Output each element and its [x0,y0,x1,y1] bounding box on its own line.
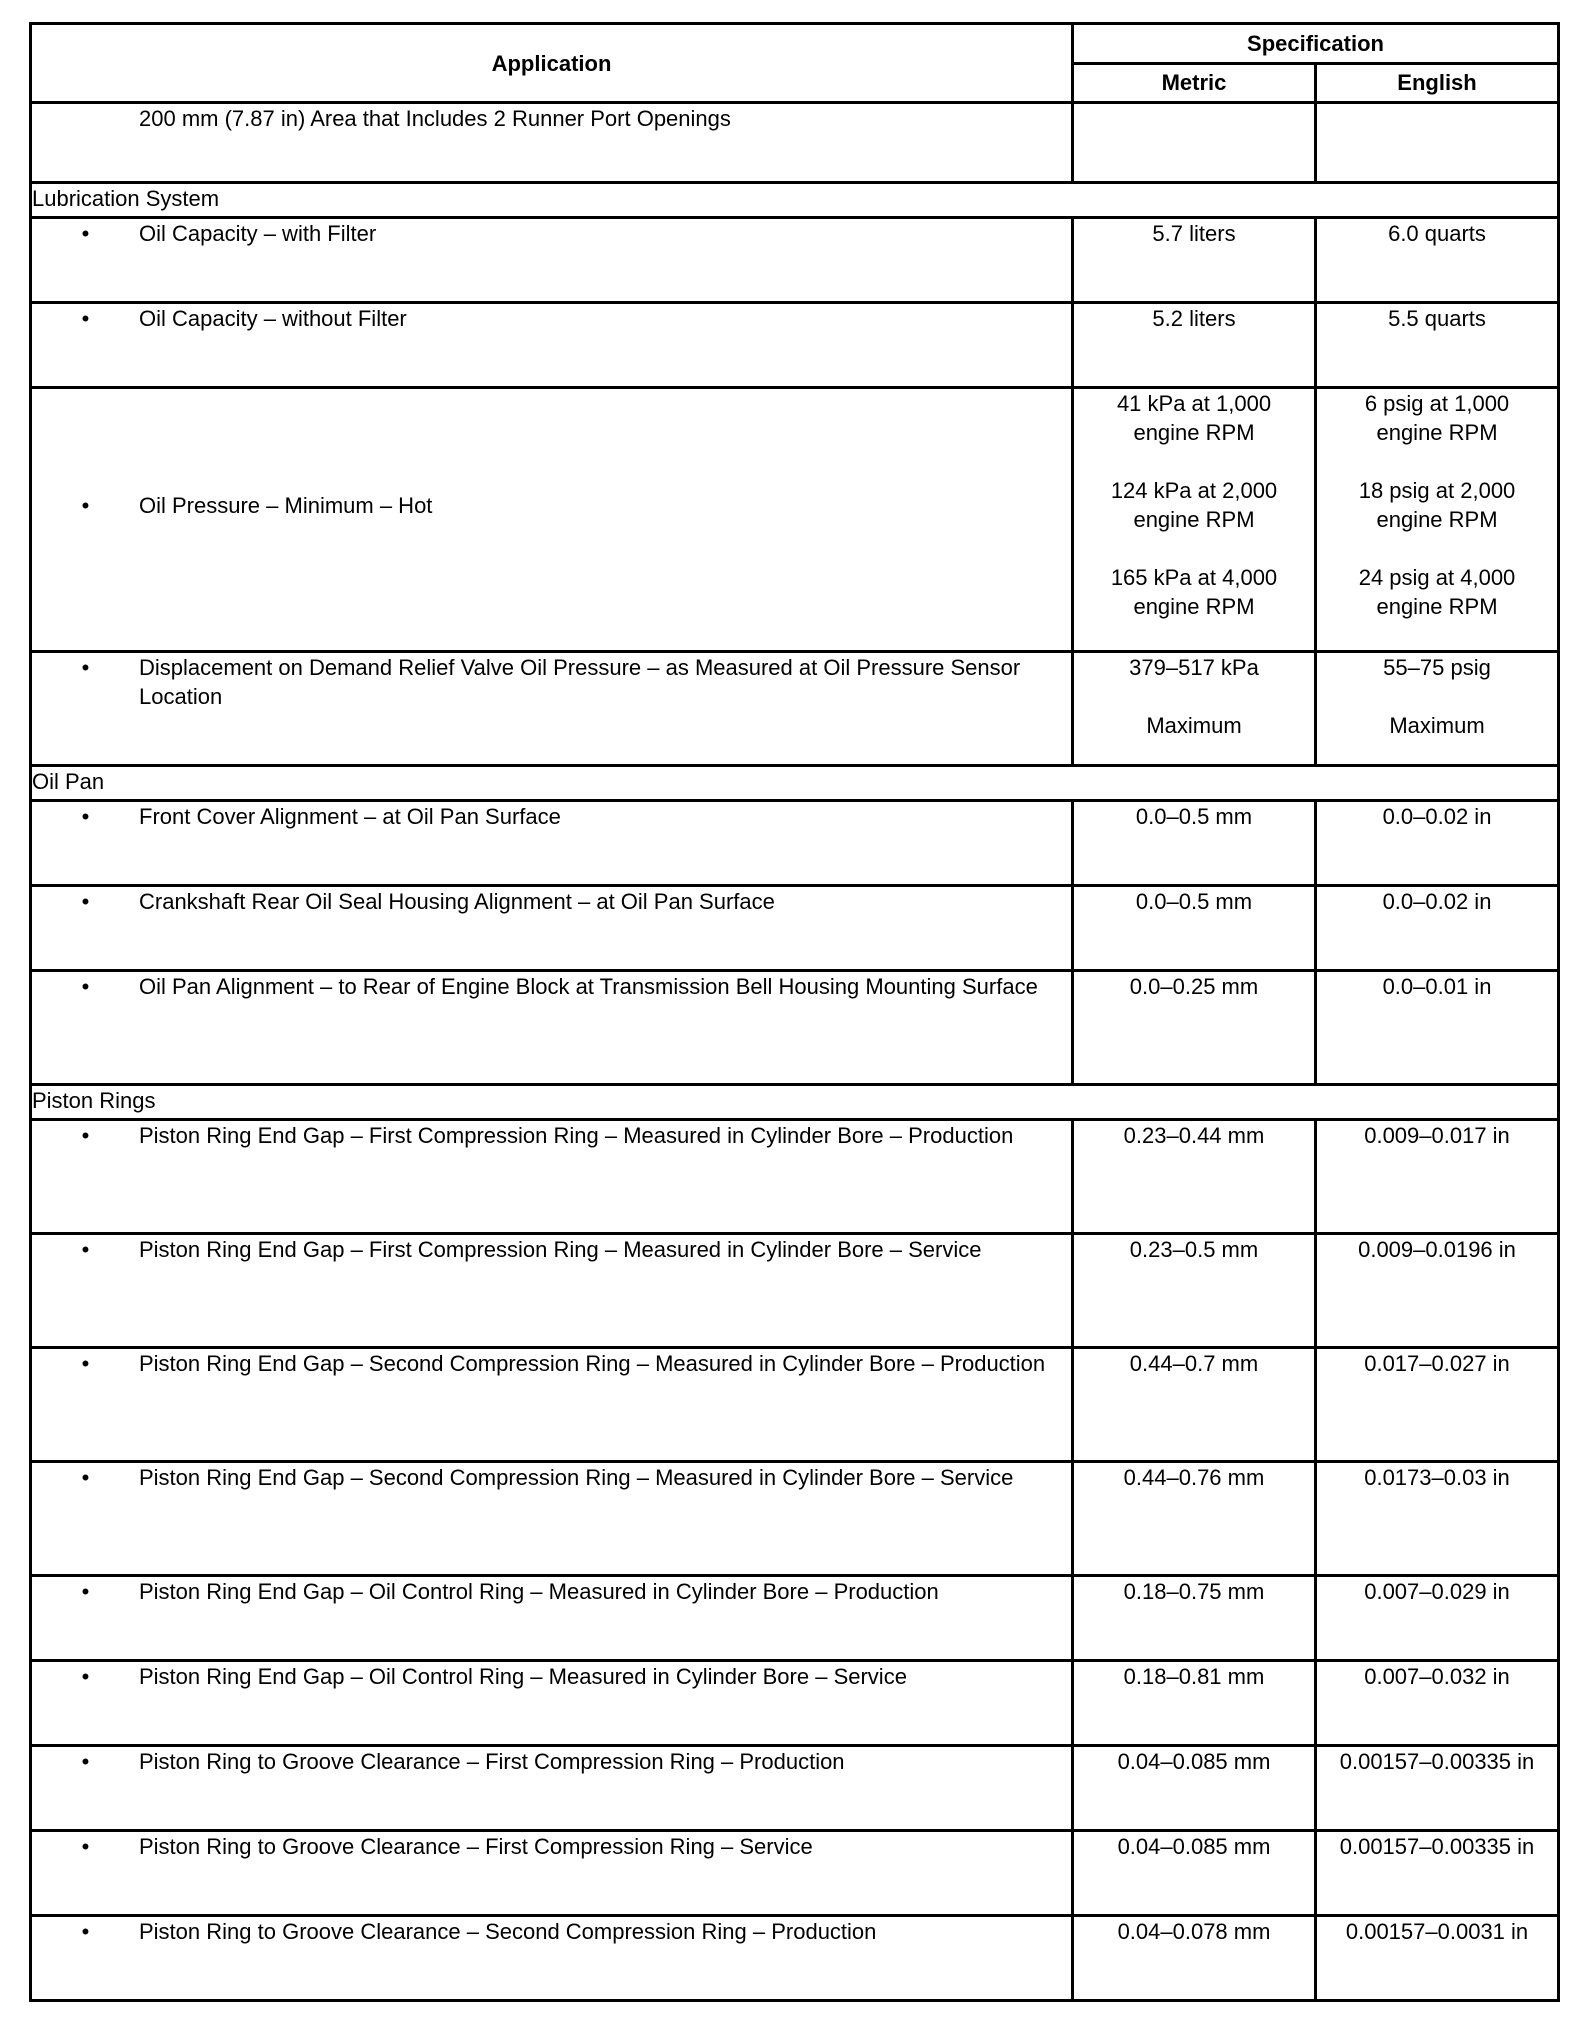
bullet: • [81,1237,90,1262]
metric-value: 165 kPa at 4,000 engine RPM [1110,565,1278,619]
application-text: Piston Ring to Groove Clearance – First Compression Ring – Service [139,1834,813,1859]
english-cell: 0.009–0.017 in [1316,1120,1559,1234]
application-text: Oil Capacity – without Filter [139,306,407,331]
english-value: 6 psig at 1,000 engine RPM [1364,391,1510,445]
bullet: • [81,1123,90,1148]
application-text: Oil Pan Alignment – to Rear of Engine Block at Transmission Bell Housing Mounting Surface [139,974,1038,999]
table-row [31,103,1559,183]
english-cell: 5.5 quarts [1316,303,1559,388]
english-cell: 0.0173–0.03 in [1316,1462,1559,1576]
english-cell [1316,103,1559,183]
table-row [31,652,1559,766]
english-cell: 0.017–0.027 in [1316,1348,1559,1462]
application-text: 200 mm (7.87 in) Area that Includes 2 Runner Port Openings [139,106,731,131]
table-row [31,303,1559,388]
metric-cell: 0.0–0.5 mm [1073,801,1316,886]
application-text: Crankshaft Rear Oil Seal Housing Alignment – at Oil Pan Surface [139,889,775,914]
application-text: Piston Ring End Gap – First Compression Ring – Measured in Cylinder Bore – Service [139,1237,982,1262]
application-text: Piston Ring to Groove Clearance – First Compression Ring – Production [139,1749,845,1774]
bullet: • [81,306,90,331]
application-text: Front Cover Alignment – at Oil Pan Surface [139,804,561,829]
english-value: 55–75 psig [1383,655,1491,680]
section-row [31,1085,1559,1120]
table-row [31,1234,1559,1348]
metric-cell: 5.2 liters [1073,303,1316,388]
application-text: Oil Capacity – with Filter [139,221,377,246]
metric-cell: 5.7 liters [1073,218,1316,303]
table-row [31,1831,1559,1916]
table-row [31,1120,1559,1234]
header-english: English [1316,63,1559,103]
metric-cell [1073,103,1316,183]
metric-value: 41 kPa at 1,000 engine RPM [1116,391,1272,445]
bullet: • [81,974,90,999]
metric-cell: 0.18–0.75 mm [1073,1576,1316,1661]
english-cell: 0.00157–0.00335 in [1316,1746,1559,1831]
application-text: Piston Ring End Gap – Oil Control Ring – Measured in Cylinder Bore – Production [139,1579,939,1604]
table-row [31,1462,1559,1576]
section-title-piston-rings: Piston Rings [31,1085,1559,1120]
specification-table [29,22,1560,2002]
table-row [31,1746,1559,1831]
section-row [31,183,1559,218]
english-value: 18 psig at 2,000 engine RPM [1358,478,1516,532]
table-row [31,1916,1559,2001]
metric-cell [1073,388,1316,652]
table-row [31,886,1559,971]
application-text: Piston Ring End Gap – First Compression Ring – Measured in Cylinder Bore – Production [139,1123,1014,1148]
english-cell: 0.007–0.032 in [1316,1661,1559,1746]
table-row [31,1348,1559,1462]
section-row [31,766,1559,801]
english-cell: 0.0–0.02 in [1316,801,1559,886]
metric-cell: 0.04–0.085 mm [1073,1746,1316,1831]
english-cell [1316,388,1559,652]
english-value: 24 psig at 4,000 engine RPM [1358,565,1516,619]
english-cell [1316,652,1559,766]
metric-note: Maximum [1146,713,1242,738]
metric-value: 379–517 kPa [1129,655,1259,680]
table-row [31,1661,1559,1746]
bullet: • [81,493,90,518]
application-text: Piston Ring to Groove Clearance – Second Compression Ring – Production [139,1919,877,1944]
metric-value: 124 kPa at 2,000 engine RPM [1110,478,1278,532]
section-title-lubrication: Lubrication System [31,183,1559,218]
english-cell: 0.00157–0.00335 in [1316,1831,1559,1916]
bullet: • [81,221,90,246]
metric-cell [1073,652,1316,766]
header-metric: Metric [1073,63,1316,103]
application-text: Piston Ring End Gap – Oil Control Ring – Measured in Cylinder Bore – Service [139,1664,907,1689]
application-text: Displacement on Demand Relief Valve Oil Pressure – as Measured at Oil Pressure Sensor Location [139,655,1021,709]
metric-cell: 0.0–0.25 mm [1073,971,1316,1085]
metric-cell: 0.44–0.76 mm [1073,1462,1316,1576]
table-row [31,218,1559,303]
application-text: Piston Ring End Gap – Second Compression Ring – Measured in Cylinder Bore – Production [139,1351,1046,1376]
english-note: Maximum [1389,713,1485,738]
bullet: • [81,889,90,914]
header-specification: Specification [1073,24,1559,64]
bullet: • [81,1834,90,1859]
metric-cell: 0.18–0.81 mm [1073,1661,1316,1746]
table-row [31,1576,1559,1661]
bullet: • [81,1749,90,1774]
english-cell: 0.0–0.01 in [1316,971,1559,1085]
english-cell: 6.0 quarts [1316,218,1559,303]
application-text: Oil Pressure – Minimum – Hot [139,493,433,518]
bullet: • [81,1919,90,1944]
bullet: • [81,655,90,680]
bullet: • [81,804,90,829]
table-row [31,388,1559,652]
section-title-oil-pan: Oil Pan [31,766,1559,801]
table-row [31,971,1559,1085]
metric-cell: 0.0–0.5 mm [1073,886,1316,971]
application-cell [31,103,1073,183]
english-cell: 0.009–0.0196 in [1316,1234,1559,1348]
metric-cell: 0.04–0.078 mm [1073,1916,1316,2001]
bullet: • [81,1465,90,1490]
bullet: • [81,1664,90,1689]
english-cell: 0.00157–0.0031 in [1316,1916,1559,2001]
english-cell: 0.007–0.029 in [1316,1576,1559,1661]
metric-cell: 0.04–0.085 mm [1073,1831,1316,1916]
header-application: Application [31,24,1073,103]
metric-cell: 0.44–0.7 mm [1073,1348,1316,1462]
english-cell: 0.0–0.02 in [1316,886,1559,971]
metric-cell: 0.23–0.5 mm [1073,1234,1316,1348]
application-text: Piston Ring End Gap – Second Compression Ring – Measured in Cylinder Bore – Service [139,1465,1014,1490]
bullet: • [81,1351,90,1376]
bullet: • [81,1579,90,1604]
metric-cell: 0.23–0.44 mm [1073,1120,1316,1234]
table-row [31,801,1559,886]
